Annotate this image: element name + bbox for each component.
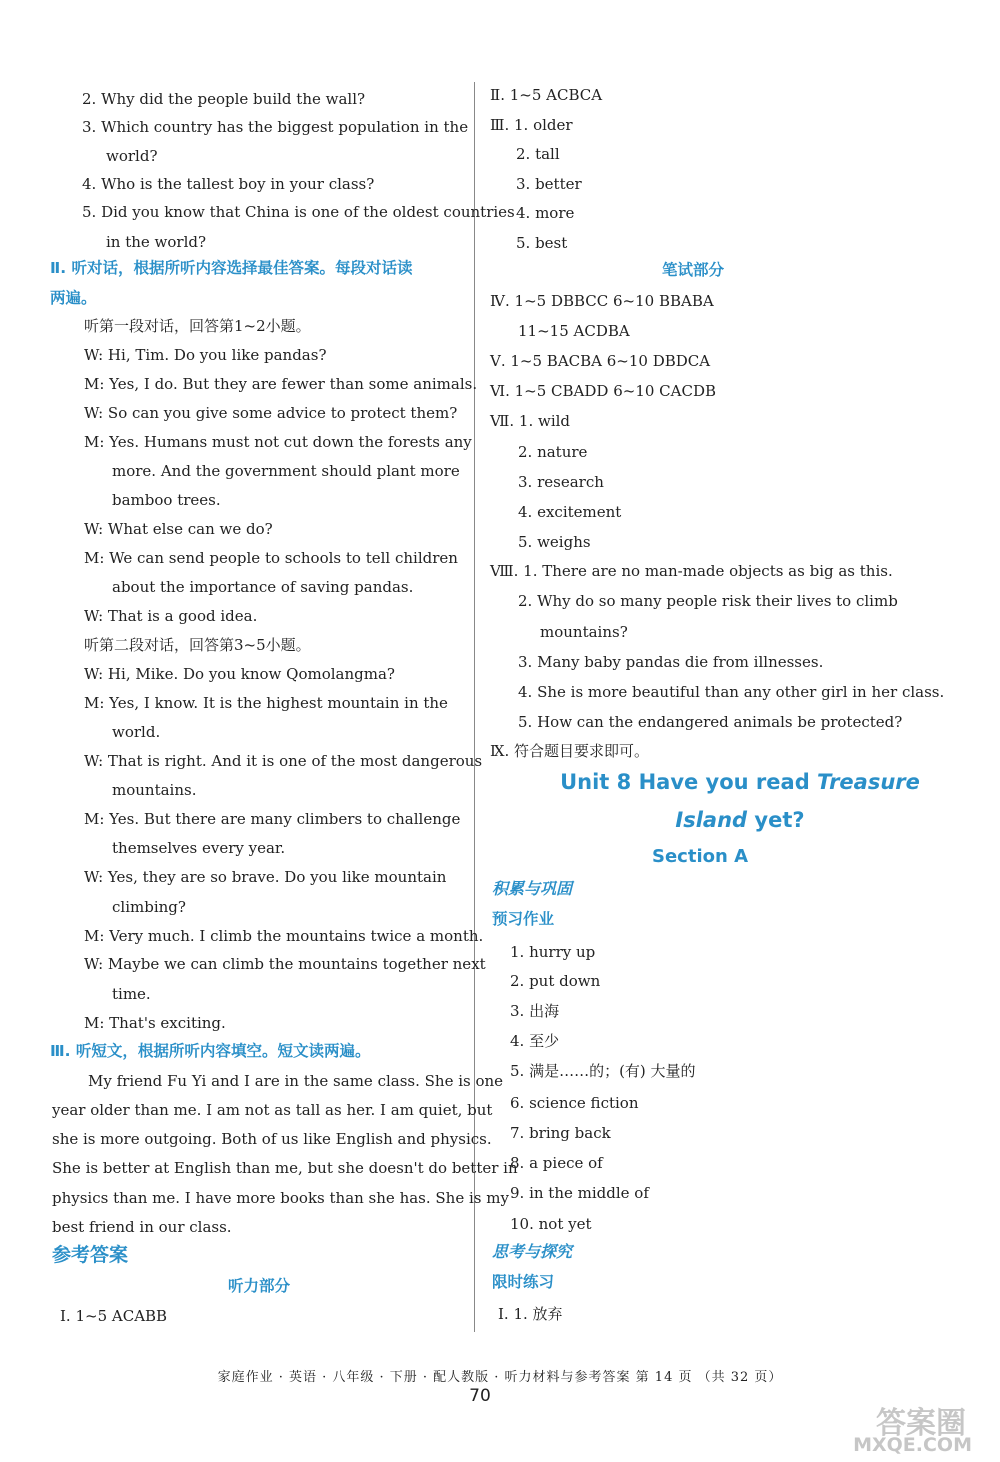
right-line: Ⅶ. 1. wild [490,412,571,430]
left-line: M: Yes. Humans must not cut down the forests any [84,433,472,451]
left-line: world. [112,723,161,741]
right-line: 5. best [516,234,568,252]
left-line: She is better at English than me, but she doesn't do better in [52,1159,518,1177]
left-line: W: Yes, they are so brave. Do you like mountain [84,868,447,886]
left-line: W: That is a good idea. [84,607,258,625]
left-line: 听第二段对话，回答第3~5小题。 [84,636,311,654]
right-line: Ⅲ. 1. older [490,116,573,134]
right-line: 3. research [518,473,604,491]
right-line: Ⅴ. 1~5 BACBA 6~10 DBDCA [490,352,711,370]
left-line: physics than me. I have more books than she has. She is my [52,1189,509,1207]
left-line: M: Yes. But there are many climbers to challenge [84,810,461,828]
left-line: 4. Who is the tallest boy in your class? [82,175,375,193]
right-line: 3. 出海 [510,1002,560,1020]
left-line: M: Yes, I do. But they are fewer than some animals. [84,375,478,393]
left-line: more. And the government should plant more [112,462,460,480]
right-line: 笔试部分 [662,261,725,279]
right-line: 4. 至少 [510,1032,560,1050]
left-line: W: So can you give some advice to protect them? [84,404,458,422]
right-line: 2. tall [516,145,560,163]
left-line: M: Yes, I know. It is the highest mountain in the [84,694,448,712]
unit-title-text: Unit 8 Have you read [560,770,818,794]
right-line: 3. better [516,175,582,193]
right-line: Ⅱ. 1~5 ACBCA [490,86,603,104]
right-line: 限时练习 [492,1273,555,1291]
left-line: themselves every year. [112,839,286,857]
right-line: 3. Many baby pandas die from illnesses. [518,653,824,671]
left-line: climbing? [112,898,186,916]
right-line: 5. 满是……的；(有) 大量的 [510,1062,696,1080]
right-line: 7. bring back [510,1124,611,1142]
right-line: 5. How can the endangered animals be protected? [518,713,903,731]
page-number: 70 [469,1386,491,1406]
unit-title-line1 [480,770,1000,794]
left-line: mountains. [112,781,197,799]
left-line: bamboo trees. [112,491,221,509]
right-line: 1. hurry up [510,943,596,961]
left-line: 3. Which country has the biggest population in the [82,118,469,136]
unit-title-italic-2: Island [675,808,748,832]
left-line: W: That is right. And it is one of the most dangerous [84,752,483,770]
left-line: W: Maybe we can climb the mountains together next [84,955,486,973]
left-line: 两遍。 [50,289,97,307]
left-line: 5. Did you know that China is one of the oldest countries [82,203,515,221]
right-line: 2. nature [518,443,588,461]
left-line: 听第一段对话，回答第1~2小题。 [84,317,311,335]
right-line: 4. excitement [518,503,622,521]
section-title: Section A [652,846,748,867]
left-line: M: We can send people to schools to tell children [84,549,458,567]
left-line: 参考答案 [52,1244,129,1266]
unit-title-line2 [480,808,1000,832]
unit-title-text-2: yet? [747,808,805,832]
right-line: 8. a piece of [510,1154,603,1172]
right-line: 2. Why do so many people risk their lives to climb [518,592,898,610]
right-line: 4. more [516,204,575,222]
page-footer: 家庭作业 · 英语 · 八年级 · 下册 · 配人教版 · 听力材料与参考答案 第 14 页 （共 32 页） [217,1370,783,1385]
watermark-text: 答案圈 [876,1406,966,1441]
left-line: best friend in our class. [52,1218,232,1236]
right-line: 11~15 ACDBA [518,322,630,340]
left-line: M: That's exciting. [84,1014,226,1032]
left-line: 听力部分 [228,1277,291,1295]
right-line: 2. put down [510,972,601,990]
left-line: about the importance of saving pandas. [112,578,414,596]
left-line: Ⅲ. 听短文，根据所听内容填空。短文读两遍。 [50,1042,371,1060]
right-line: Ⅵ. 1~5 CBADD 6~10 CACDB [490,382,717,400]
right-line: Ⅰ. 1. 放弃 [498,1305,563,1323]
left-line: W: What else can we do? [84,520,273,538]
right-line: 5. weighs [518,533,591,551]
right-line: mountains? [540,623,628,641]
left-line: in the world? [106,233,207,251]
right-line: 6. science fiction [510,1094,639,1112]
left-line: Ⅱ. 听对话，根据所听内容选择最佳答案。每段对话读 [50,259,413,277]
watermark-url: MXQE.COM [853,1434,972,1456]
banner-think: 思考与探究 [492,1242,573,1261]
left-line: time. [112,985,151,1003]
left-line: 2. Why did the people build the wall? [82,90,366,108]
left-line: she is more outgoing. Both of us like English and physics. [52,1130,492,1148]
left-line: world? [106,147,158,165]
right-line: Ⅸ. 符合题目要求即可。 [490,742,650,760]
left-line: year older than me. I am not as tall as her. I am quiet, but [52,1101,493,1119]
watermark-logo [816,1398,986,1456]
right-line: 4. She is more beautiful than any other girl in her class. [518,683,945,701]
left-line: Ⅰ. 1~5 ACABB [60,1307,168,1325]
unit-title-italic: Treasure [817,770,920,794]
right-line: Ⅷ. 1. There are no man-made objects as big as this. [490,562,893,580]
right-line: 10. not yet [510,1215,592,1233]
left-line: W: Hi, Tim. Do you like pandas? [84,346,327,364]
right-line: 预习作业 [492,910,555,928]
left-line: My friend Fu Yi and I are in the same class. She is one [88,1072,504,1090]
left-line: W: Hi, Mike. Do you know Qomolangma? [84,665,395,683]
banner-accumulate: 积累与巩固 [492,879,573,898]
left-line: M: Very much. I climb the mountains twice a month. [84,927,484,945]
right-line: Ⅳ. 1~5 DBBCC 6~10 BBABA [490,292,714,310]
right-line: 9. in the middle of [510,1184,649,1202]
